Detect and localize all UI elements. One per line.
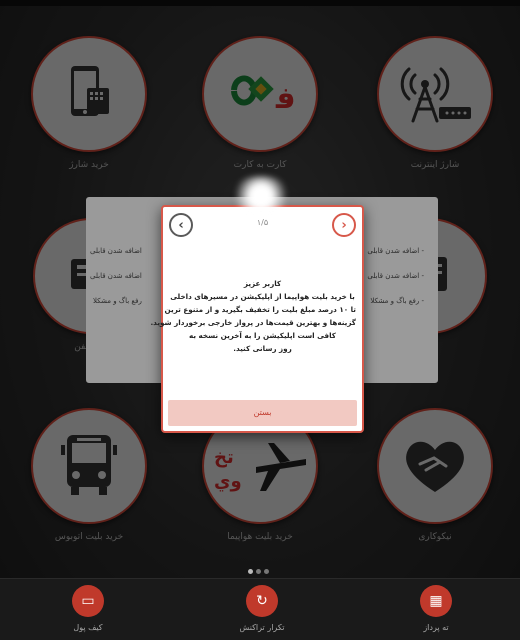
changelog-line-left: رفع باگ و مشکلا [92, 297, 142, 305]
wallet-icon: ▭ [72, 585, 104, 617]
repeat-icon: ↻ [246, 585, 278, 617]
close-button[interactable]: بستن [168, 400, 357, 426]
message-line: کافی است اپلیکیشن را به آخرین نسخه به [189, 331, 336, 340]
changelog-line-left: اضافه شدن قابلی [90, 272, 142, 280]
message-line: روز رسانی کنید. [233, 344, 292, 353]
chevron-left-icon: ‹ [178, 217, 184, 233]
changelog-line: - اضافه شدن قابلی [367, 247, 424, 255]
pager-dots [248, 569, 269, 574]
bottom-bar-label: کیف پول [73, 623, 103, 632]
message-line: با خرید بلیت هواپیما از اپلیکیشن در مسیرهای داخلی [170, 292, 355, 301]
qr-pay-icon: ▦ [420, 585, 452, 617]
wallet-button[interactable] [38, 585, 138, 632]
changelog-line-left: اضافه شدن قابلی [90, 247, 142, 255]
changelog-line: - اضافه شدن قابلی [367, 272, 424, 280]
message-line: کاربر عزیز [243, 279, 282, 288]
next-page-button[interactable] [332, 213, 356, 237]
pager-dot[interactable] [256, 569, 261, 574]
repeat-transaction-button[interactable] [212, 585, 312, 632]
modal-message [150, 277, 356, 355]
page-indicator: ۱/۵ [256, 218, 269, 227]
bottom-bar [0, 578, 520, 640]
message-line: تا ۱۰ درصد مبلغ بلیت را تخفیف بگیرید و از متنوع ترین [164, 305, 356, 314]
qr-pay-button[interactable] [386, 585, 486, 632]
message-line: گزینه‌ها و بهترین قیمت‌ها در پرواز خارجی برخوردار شوید. [150, 318, 356, 327]
chevron-right-icon: › [341, 217, 347, 233]
redacted-logo-blur [229, 176, 293, 216]
changelog-line: - رفع باگ و مشکلا [370, 297, 424, 305]
promo-modal [150, 205, 364, 433]
pager-dot[interactable] [248, 569, 253, 574]
bottom-bar-label: ته پرداز [423, 623, 449, 632]
bottom-bar-label: تکرار تراکنش [239, 623, 285, 632]
pager-dot[interactable] [264, 569, 269, 574]
